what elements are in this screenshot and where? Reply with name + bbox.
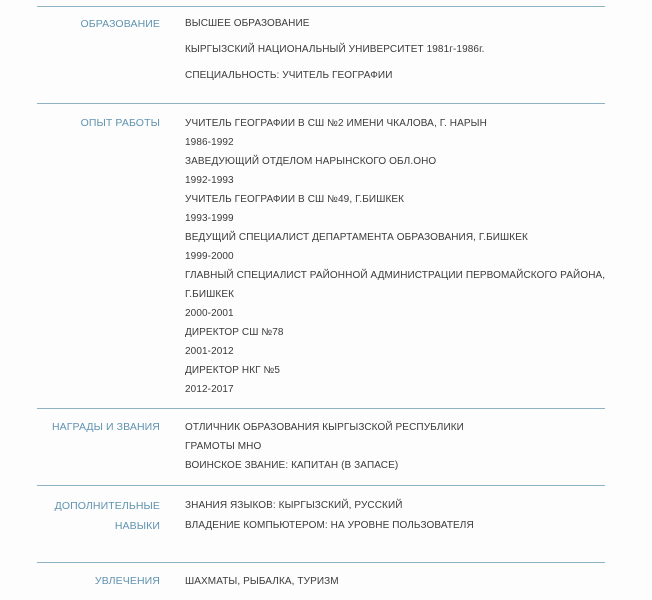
section-label-line: ДОПОЛНИТЕЛЬНЫЕ — [54, 500, 160, 512]
section-divider — [37, 562, 605, 563]
job-title: ЗАВЕДУЮЩИЙ ОТДЕЛОМ НАРЫНСКОГО ОБЛ.ОНО — [185, 156, 437, 167]
education-line: КЫРГЫЗСКИЙ НАЦИОНАЛЬНЫЙ УНИВЕРСИТЕТ 1981г-1986г. — [185, 44, 485, 55]
job-period: 2001-2012 — [185, 346, 234, 357]
section-label: ОПЫТ РАБОТЫ — [80, 117, 160, 129]
section-label-line: НАВЫКИ — [114, 520, 160, 532]
job-period: 2012-2017 — [185, 384, 234, 395]
section-label: НАГРАДЫ И ЗВАНИЯ — [51, 421, 160, 433]
skill-line: ЗНАНИЯ ЯЗЫКОВ: КЫРГЫЗСКИЙ, РУССКИЙ — [185, 500, 403, 511]
job-period: 2000-2001 — [185, 308, 234, 319]
job-title: ДИРЕКТОР СШ №78 — [185, 327, 284, 338]
job-period: 1986-1992 — [185, 137, 234, 148]
job-title: ВЕДУЩИЙ СПЕЦИАЛИСТ ДЕПАРТАМЕНТА ОБРАЗОВАНИЯ, Г.БИШКЕК — [185, 232, 528, 243]
education-line: ВЫСШЕЕ ОБРАЗОВАНИЕ — [185, 18, 310, 29]
award-line: ОТЛИЧНИК ОБРАЗОВАНИЯ КЫРГЫЗСКОЙ РЕСПУБЛИКИ — [185, 422, 464, 433]
job-period: 1992-1993 — [185, 175, 234, 186]
skill-line: ВЛАДЕНИЕ КОМПЬЮТЕРОМ: НА УРОВНЕ ПОЛЬЗОВАТЕЛЯ — [185, 520, 474, 531]
section-divider — [37, 408, 605, 409]
job-title: Г.БИШКЕК — [185, 289, 235, 300]
award-line: ГРАМОТЫ МНО — [185, 441, 262, 452]
job-title: УЧИТЕЛЬ ГЕОГРАФИИ В СШ №49, Г.БИШКЕК — [185, 194, 405, 205]
job-title: ГЛАВНЫЙ СПЕЦИАЛИСТ РАЙОННОЙ АДМИНИСТРАЦИИ ПЕРВОМАЙСКОГО РАЙОНА, — [185, 270, 606, 281]
section-label: УВЛЕЧЕНИЯ — [94, 575, 160, 587]
section-divider — [37, 6, 605, 7]
award-line: ВОИНСКОЕ ЗВАНИЕ: КАПИТАН (В ЗАПАСЕ) — [185, 460, 399, 471]
job-title: ДИРЕКТОР НКГ №5 — [185, 365, 281, 376]
job-period: 1993-1999 — [185, 213, 234, 224]
section-label: ОБРАЗОВАНИЕ — [80, 18, 160, 30]
section-divider — [37, 485, 605, 486]
hobby-line: ШАХМАТЫ, РЫБАЛКА, ТУРИЗМ — [185, 576, 339, 587]
education-line: СПЕЦИАЛЬНОСТЬ: УЧИТЕЛЬ ГЕОГРАФИИ — [185, 70, 393, 81]
section-label — [40, 496, 160, 536]
job-title: УЧИТЕЛЬ ГЕОГРАФИИ В СШ №2 ИМЕНИ ЧКАЛОВА, Г. НАРЫН — [185, 118, 487, 129]
job-period: 1999-2000 — [185, 251, 234, 262]
section-divider — [37, 103, 605, 104]
